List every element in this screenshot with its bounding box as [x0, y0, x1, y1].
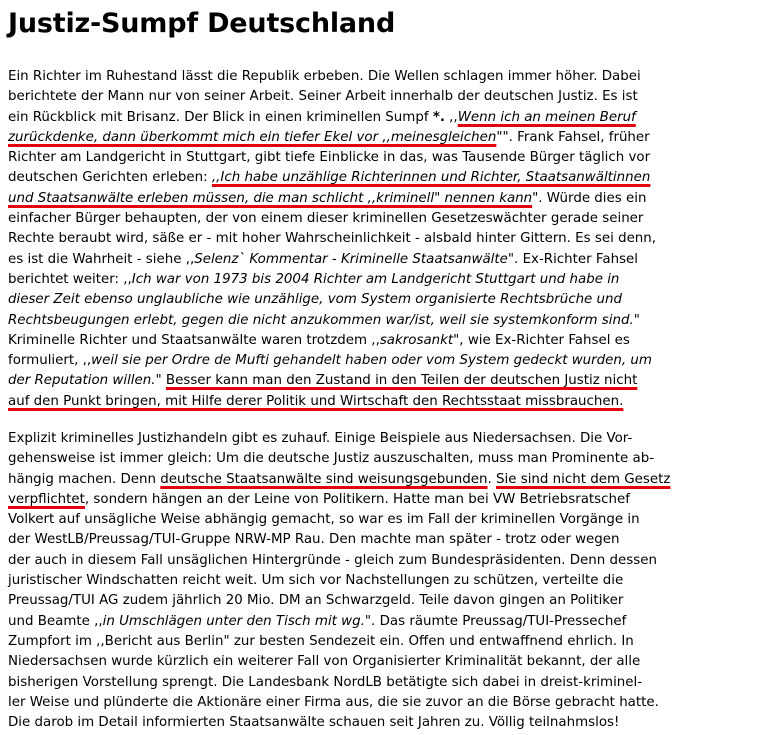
text-run: ", wie Ex-Richter Fahsel es — [453, 332, 630, 348]
highlighted-text: verpflichtet — [8, 491, 85, 507]
text-line — [8, 693, 768, 713]
highlighted-text: Besser kann man den Zustand in den Teilen der deutschen Justiz nicht — [165, 373, 638, 389]
text-run: hängig machen. Denn — [8, 471, 161, 487]
text-run: Explizit kriminelles Justizhandeln gibt es zuhauf. Einige Beispiele aus Niedersachsen. Die Vor- — [8, 431, 633, 446]
text-line — [8, 470, 768, 490]
text-line — [8, 652, 768, 672]
highlighted-text: ,,Ich habe unzählige Richterinnen und Richter, Staatsanwältinnen — [211, 170, 651, 186]
highlighted-text: Sie sind nicht dem Gesetz — [496, 471, 671, 487]
text-run: ". Ex-Richter Fahsel — [507, 251, 639, 267]
paragraph-2 — [8, 429, 768, 733]
quoted-text: Ich war von 1973 bis 2004 Richter am Landgericht Stuttgart und habe in — [131, 271, 620, 287]
article-title: Justiz-Sumpf Deutschland — [8, 8, 396, 39]
text-run: berichtete der Mann nur von seiner Arbeit. Seiner Arbeit innerhalb der deutschen Justiz. Es ist — [8, 89, 638, 105]
text-run: formuliert, ,, — [8, 353, 92, 369]
text-run: ,, — [444, 109, 458, 125]
text-line — [8, 371, 768, 391]
text-run: Volkert auf unsägliche Weise abhängig gemacht, so war es im Fall der kriminellen Vorgänge in — [8, 512, 640, 528]
text-run: ein Rückblick mit Brisanz. Der Blick in einen kriminellen Sumpf — [8, 109, 433, 125]
text-line — [8, 311, 768, 331]
paragraph-1 — [8, 67, 768, 412]
text-line — [8, 168, 768, 188]
quoted-text: Selenz` Kommentar - Kriminelle Staatsanwälte — [194, 251, 508, 267]
text-run: bisherigen Vorstellung sprengt. Die Landesbank NordLB betätigte sich dabei in dreist-kriminel- — [8, 674, 643, 690]
quoted-text: sakrosankt — [379, 332, 454, 348]
text-line — [8, 530, 768, 550]
highlighted-text: auf den Punkt bringen, mit Hilfe derer Politik und Wirtschaft den Rechtsstaat missbrauchen. — [8, 393, 624, 409]
text-line — [8, 429, 768, 449]
text-run: " — [633, 312, 640, 328]
quoted-text: der Reputation willen. — [8, 373, 156, 389]
text-line — [8, 250, 768, 270]
text-run: " — [155, 373, 166, 389]
text-line — [8, 270, 768, 290]
quoted-text: Rechtsbeugungen erlebt, gegen die nicht anzukommen war/ist, weil sie systemkonform sind. — [8, 312, 634, 328]
text-run: Preussag/TUI AG zudem jährlich 20 Mio. DM an Schwarzgeld. Teile davon gingen an Politiker — [8, 593, 624, 609]
text-run: es ist die Wahrheit - siehe ,, — [8, 251, 195, 267]
text-line — [8, 392, 768, 412]
text-run: berichtet weiter: ,, — [8, 271, 132, 287]
text-run: ". Das räumte Preussag/TUI-Pressechef — [364, 613, 627, 629]
text-run: und Beamte ,, — [8, 613, 103, 629]
text-line — [8, 67, 768, 87]
text-line — [8, 510, 768, 530]
text-line — [8, 351, 768, 371]
text-run: Zumpfort im ,,Bericht aus Berlin" zur besten Sendezeit ein. Offen und entwaffnend ehrlich. In — [8, 633, 634, 649]
text-line — [8, 673, 768, 693]
highlighted-text: und Staatsanwälte erleben müssen, die man schlicht ,,kriminell" nennen kann — [8, 190, 533, 206]
text-line — [8, 108, 768, 128]
text-run: . — [487, 471, 497, 487]
text-line — [8, 229, 768, 249]
quoted-text: weil sie per Ordre de Mufti gehandelt haben oder vom System gedeckt wurden, um — [91, 353, 652, 369]
text-run: Niedersachsen wurde kürzlich ein weiterer Fall von Organisierter Kriminalität bekannt, der alle — [8, 654, 641, 670]
text-line — [8, 209, 768, 229]
footnote-marker: *. — [432, 109, 445, 125]
text-run: Richter am Landgericht in Stuttgart, gibt tiefe Einblicke in das, was Tausende Bürger täglich vor — [8, 150, 651, 166]
text-line — [8, 449, 768, 469]
quoted-text: dieser Zeit ebenso unglaubliche wie unzählige, vom System organisierte Rechtsbrüche und — [8, 292, 623, 308]
text-run: , sondern hängen an der Leine von Politikern. Hatte man bei VW Betriebsratschef — [84, 491, 630, 507]
text-line — [8, 632, 768, 652]
text-run: deutschen Gerichten erleben: — [8, 170, 212, 186]
text-line — [8, 490, 768, 510]
text-line — [8, 331, 768, 351]
text-line — [8, 290, 768, 310]
text-line — [8, 612, 768, 632]
text-run: der WestLB/Preussag/TUI-Gruppe NRW-MP Rau. Den machte man später - trotz oder wegen — [8, 532, 620, 548]
highlighted-text: Wenn ich an meinen Beruf — [457, 109, 636, 125]
text-run: gehensweise ist immer gleich: Um die deutsche Justiz auszuschalten, muss man Prominente ab- — [8, 451, 655, 467]
text-line — [8, 551, 768, 571]
text-run: einfacher Bürger behaupten, der von einem dieser kriminellen Gesetzeswächter gerade seiner — [8, 211, 644, 227]
text-line — [8, 148, 768, 168]
text-run: ler Weise und plünderte die Aktionäre einer Firma aus, die sie zuvor an die Börse gebracht hatte. — [8, 694, 659, 710]
text-line — [8, 571, 768, 591]
text-line — [8, 591, 768, 611]
text-line — [8, 128, 768, 148]
text-run: der auch in diesem Fall unsäglichen Hintergründe - gleich zum Bundespräsidenten. Denn dessen — [8, 552, 657, 568]
text-run: "". Frank Fahsel, früher — [496, 129, 650, 145]
highlighted-text: zurückdenke, dann überkommt mich ein tiefer Ekel vor ,,meinesgleichen — [8, 129, 497, 145]
text-run: Rechte beraubt wird, säße er - mit hoher Wahrscheinlichkeit - alsbald hinter Gittern. Es sei denn, — [8, 231, 657, 247]
text-line — [8, 87, 768, 107]
highlighted-text: deutsche Staatsanwälte sind weisungsgebunden — [160, 471, 488, 487]
text-run: Ein Richter im Ruhestand lässt die Republik erbeben. Die Wellen schlagen immer höher. Dabei — [8, 69, 641, 84]
text-line — [8, 713, 768, 733]
text-run: juristischer Windschatten reicht weit. Um sich vor Nachstellungen zu schützen, verteilte die — [8, 573, 624, 589]
text-run: Kriminelle Richter und Staatsanwälte waren trotzdem ,, — [8, 332, 380, 348]
text-run: Die darob im Detail informierten Staatsanwälte schauen seit Jahren zu. Völlig teilnahmslos! — [8, 715, 620, 731]
text-line — [8, 189, 768, 209]
quoted-text: in Umschlägen unter den Tisch mit wg. — [102, 613, 365, 629]
text-run: ". Würde dies ein — [532, 190, 647, 206]
